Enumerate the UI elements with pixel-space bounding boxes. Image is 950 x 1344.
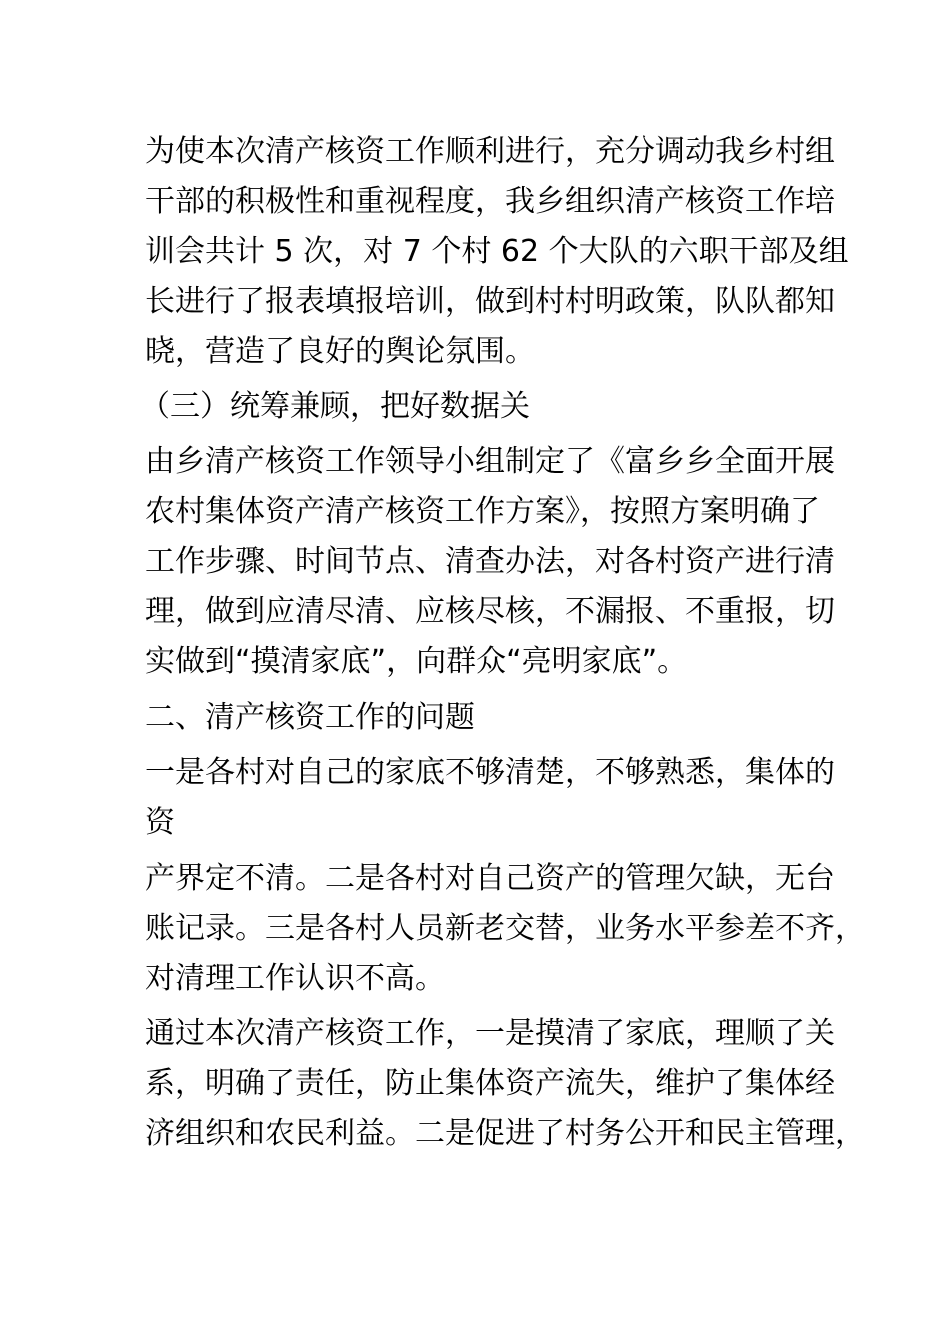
section-heading: （三）统筹兼顾，把好数据关	[140, 389, 530, 424]
text-line: 干部的积极性和重视程度，我乡组织清产核资工作培	[145, 184, 835, 219]
text-line: 对清理工作认识不高。	[145, 961, 445, 996]
text-line: 训会共计 5 次，对 7 个村 62 个大队的六职干部及组	[145, 234, 849, 269]
text-line: 晓，营造了良好的舆论氛围。	[145, 334, 535, 369]
text-line: 系，明确了责任，防止集体资产流失，维护了集体经	[145, 1066, 835, 1101]
text-line: 通过本次清产核资工作，一是摸清了家底，理顺了关	[145, 1016, 835, 1051]
section-heading: 二、清产核资工作的问题	[145, 700, 475, 735]
text-line: 理，做到应清尽清、应核尽核，不漏报、不重报，切	[145, 594, 835, 629]
text-line: 济组织和农民利益。二是促进了村务公开和民主管理，	[145, 1116, 865, 1151]
text-line: 实做到“摸清家底”，向群众“亮明家底”。	[145, 644, 688, 679]
text-line: 工作步骤、时间节点、清查办法，对各村资产进行清	[145, 544, 835, 579]
text-line: 由乡清产核资工作领导小组制定了《富乡乡全面开展	[145, 444, 835, 479]
text-line: 农村集体资产清产核资工作方案》，按照方案明确了	[145, 494, 820, 529]
text-line: 一是各村对自己的家底不够清楚，不够熟悉，集体的	[145, 755, 835, 790]
text-line: 产界定不清。二是各村对自己资产的管理欠缺，无台	[145, 861, 835, 896]
text-line: 为使本次清产核资工作顺利进行，充分调动我乡村组	[145, 134, 835, 169]
text-line: 长进行了报表填报培训，做到村村明政策，队队都知	[145, 284, 835, 319]
text-line: 账记录。三是各村人员新老交替，业务水平参差不齐，	[145, 911, 865, 946]
text-line: 资	[145, 805, 175, 840]
